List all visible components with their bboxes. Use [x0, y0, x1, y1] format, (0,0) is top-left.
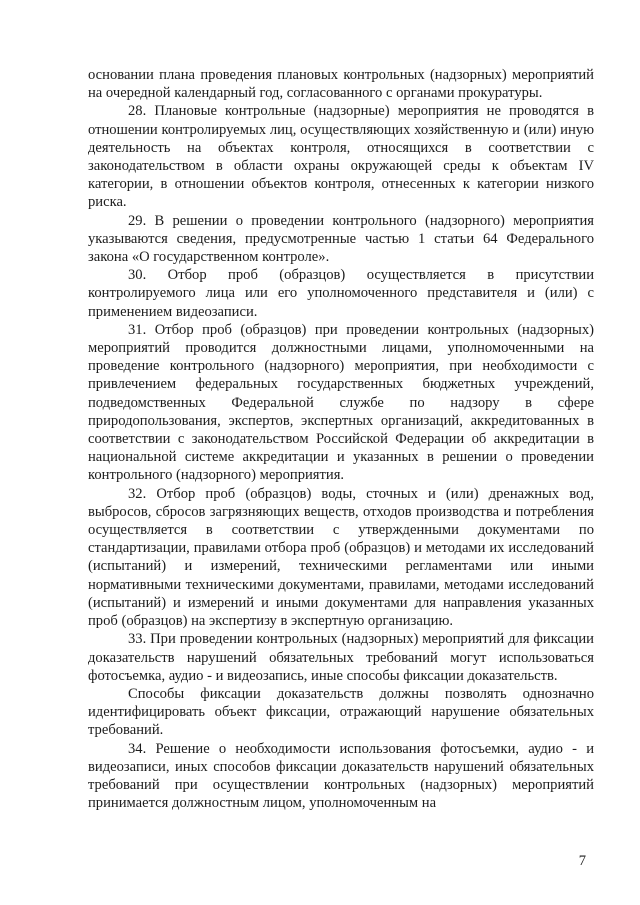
paragraph-29: 29. В решении о проведении контрольного (надзорного) мероприятия указываются сведения, предусмотренные частью 1 статьи 64 Федерального закона «О государственном контроле».: [88, 212, 594, 266]
paragraph-31: 31. Отбор проб (образцов) при проведении контрольных (надзорных) мероприятий проводится должностными лицами, уполномоченными на проведение контрольного (надзорного) мероприятия, при необходимости с привлечением федеральных государственных бюджетных учреждений, подведомственных Федеральной службе по надзору в сфере природопользования, экспертов, экспертных организаций, аккредитованных в соответствии с законодательством Российской Федерации об аккредитации в национальной системе аккредитации и указанных в решении о проведении контрольного (надзорного) мероприятия.: [88, 321, 594, 484]
paragraph-continuation: основании плана проведения плановых контрольных (надзорных) мероприятий на очередной календарный год, согласованного с органами прокуратуры.: [88, 67, 594, 102]
paragraph-33-evidence-methods: Способы фиксации доказательств должны позволять однозначно идентифицировать объект фиксации, отражающий нарушение обязательных требований.: [88, 685, 594, 739]
paragraph-34: 34. Решение о необходимости использования фотосъемки, аудио - и видеозаписи, иных способов фиксации доказательств нарушений обязательных требований при осуществлении контрольных (надзорных) мероприятий принимается должностным лицом, уполномоченным на: [88, 740, 594, 812]
paragraph-32: 32. Отбор проб (образцов) воды, сточных и (или) дренажных вод, выбросов, сбросов загрязняющих веществ, отходов производства и потребления осуществляется в соответствии с утвержденными документами по стандартизации, правилами отбора проб (образцов) и методами их исследований (испытаний) и измерений, техническими регламентами или иными нормативными техническими документами, правилами, методами исследований (испытаний) и измерений и иными документами для направления указанных проб (образцов) на экспертизу в экспертную организацию.: [88, 485, 594, 630]
page-number: 7: [578, 853, 586, 869]
paragraph-33: 33. При проведении контрольных (надзорных) мероприятий для фиксации доказательств нарушений обязательных требований могут использоваться фотосъемка, аудио - и видеозапись, иные способы фиксации доказательств.: [88, 631, 594, 684]
document-body: [88, 66, 594, 812]
paragraph-30: 30. Отбор проб (образцов) осуществляется в присутствии контролируемого лица или его уполномоченного представителя и (или) с применением видеозаписи.: [88, 267, 594, 320]
paragraph-28: 28. Плановые контрольные (надзорные) мероприятия не проводятся в отношении контролируемых лиц, осуществляющих хозяйственную и (или) иную деятельность на объектах контроля, относящихся в соответствии с законодательством в области охраны окружающей среды к объектам IV категории, в отношении объектов контроля, отнесенных к категории низкого риска.: [88, 103, 594, 211]
